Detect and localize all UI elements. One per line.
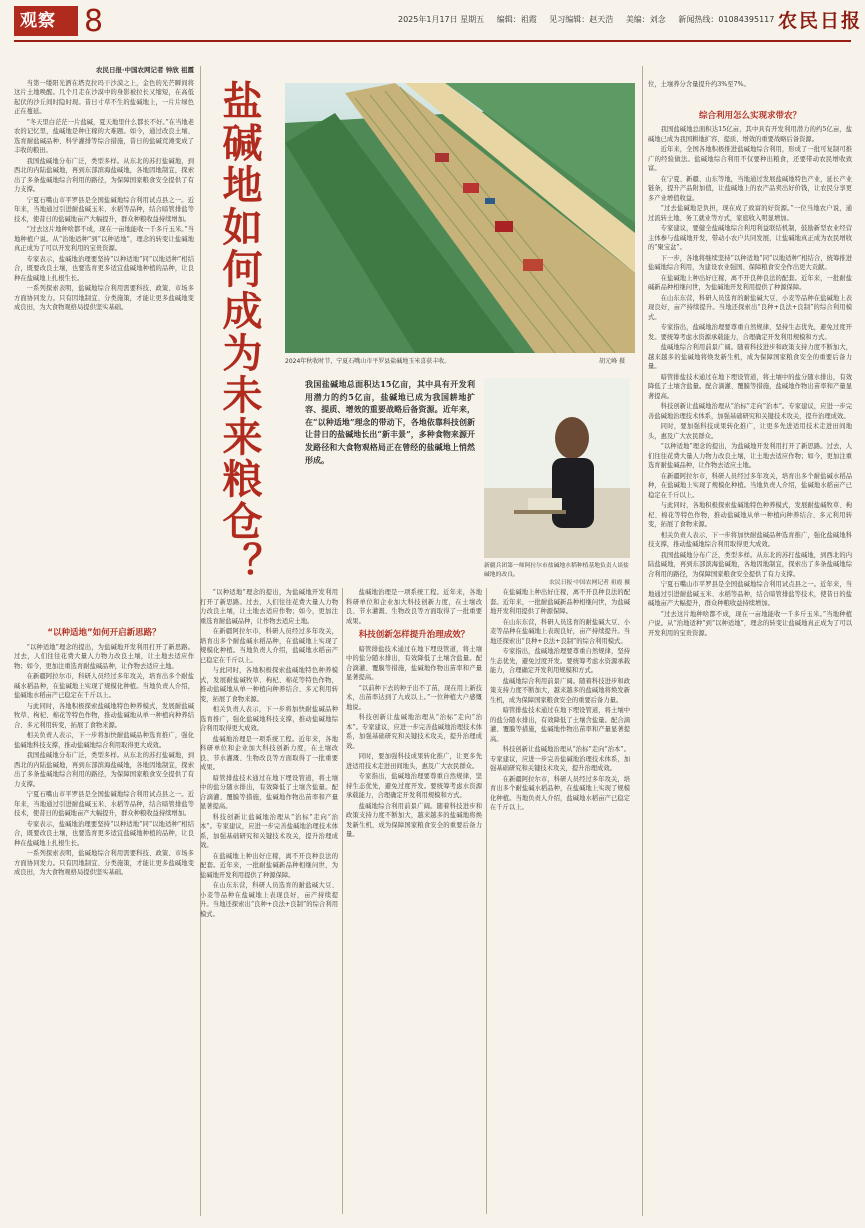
column-divider [342,588,343,1214]
paragraph: 盐碱地治理是一项系统工程。近年来，各地科研单位和企业加大科技创新力度，在土壤改良、节水灌溉、生物改良等方面取得了一批重要成果。 [346,589,482,625]
paragraph: 宁夏石嘴山市平罗县是全国盐碱地综合利用试点县之一。近年来，当地通过引进耐盐碱玉米、水稻等品种，结合暗管排盐等技术，使昔日的盐碱地亩产大幅提升，群众种粮收益持续增加。 [14,791,194,817]
paragraph: 与此同时，各地积极探索盐碱地特色种养模式，发展耐盐碱牧草、枸杞、棉花等特色作物，推动盐碱地从单一种植向种养结合、多元利用转变，拓展了食物来源。 [14,702,194,729]
paragraph: 科技创新让盐碱地治理从“治标”走向“治本”。专家建议，应进一步完善盐碱地治理技术体系，加强基础研究和关键技术攻关，提升治理成效。 [648,403,852,420]
editor: 编辑：祖霞 [496,15,537,24]
issue-date: 2025年1月17日 星期五 [398,15,485,24]
paragraph: 当第一缕阳光洒在塔克拉玛干沙漠之上，金色的光芒瞬间将这片土地唤醒。几个月走在沙漠中的身影被拉长又缩短，在高低起伏的沙丘间时隐时现。昔日寸草不生的盐碱地上，一片片绿色正在蔓延。 [14,79,194,115]
column-2 [200,588,338,1214]
paragraph: 在盐碱地上种出好庄稼，离不开良种良法的配套。近年来，一批耐盐碱新品种相继问世，为盐碱地开发利用提供了种源保障。 [648,274,852,291]
paragraph: 一系列探索表明，盐碱地综合利用需要科技、政策、市场多方面协同发力。只有因地制宜、分类施策，才能让更多盐碱地变成良田，为大食物观格局提供坚实基础。 [14,285,194,311]
paragraph: 相关负责人表示，下一步将加快耐盐碱品种选育推广，强化盐碱地科技支撑，推动盐碱地综合利用取得更大成效。 [648,531,852,548]
paragraph: 在新疆阿拉尔市，科研人员经过多年攻关，培育出多个耐盐碱水稻品种，在盐碱地上实现了规模化种植。当地负责人介绍，盐碱地水稻亩产已稳定在千斤以上。 [14,673,194,699]
paragraph: 在新疆阿拉尔市，科研人员经过多年攻关，培育出多个耐盐碱水稻品种，在盐碱地上实现了规模化种植。当地负责人介绍，盐碱地水稻亩产已稳定在千斤以上。 [200,628,338,664]
farmer-portrait-photo [484,378,630,558]
paragraph: 专家指出，盐碱地治理要尊重自然规律，坚持生态优先，避免过度开发。要统筹考虑水资源承载能力，合理确定开发利用规模和方式。 [346,773,482,799]
paragraph: 科技创新让盐碱地治理从“治标”走向“治本”。专家建议，应进一步完善盐碱地治理技术体系，加强基础研究和关键技术攻关，提升治理成效。 [200,813,338,849]
column-3 [346,588,482,1214]
paragraph: “过去这片地种啥都不成，现在一亩地能收一千多斤玉米。”当地种植户说。从“治地适种”到“以种适地”，理念的转变让盐碱地真正成为了可以开发利用的宝贵资源。 [648,610,852,637]
paragraph: “过去这片地种啥都不成，现在一亩地能收一千多斤玉米。”当地种植户说。从“治地适种”到“以种适地”，理念的转变让盐碱地真正成为了可以开发利用的宝贵资源。 [14,226,194,252]
intern-editor: 见习编辑：赵天浩 [549,15,614,24]
harvest-field-illustration [285,83,635,353]
paragraph: 我国盐碱地分布广泛，类型多样。从东北的苏打盐碱地，到西北的内陆盐碱地，再到东部滨海盐碱地，各地因地制宜，探索出了多条盐碱地综合利用的路径，为保障国家粮食安全提供了有力支撑。 [14,157,194,193]
cornfield-harvest-photo [285,83,635,353]
paragraph: 与此同时，各地积极探索盐碱地特色种养模式，发展耐盐碱牧草、枸杞、棉花等特色作物，推动盐碱地从单一种植向种养结合、多元利用转变，拓展了食物来源。 [200,667,338,703]
paragraph: 在山东东营，科研人员选育的耐盐碱大豆、小麦等品种在盐碱地上表现良好，亩产持续提升。当地还探索出“良种+良法+良制”的综合利用模式。 [648,294,852,321]
paragraph: 近年来，全国各地积极推进盐碱地综合利用，形成了一批可复制可推广的经验做法。盐碱地综合利用不仅要种出粮食，还要带动农民增收致富。 [648,146,852,172]
article-lead: 我国盐碱地总面积达15亿亩，其中具有开发利用潜力的约5亿亩，盐碱地已成为我国耕地扩容、提质、增效的重要战略后备资源。近年来，在“以种适地”理念的带动下，各地依靠科技创新让昔日的盐碱地长出“新丰景”，多种食物来源开发路径和大食物观格局正在曾经的盐碱地上悄然形成。 [305,379,475,465]
article-byline: 农民日报·中国农网记者 钟欣 祖霞 [96,66,194,74]
section-badge: 观察 [14,6,78,36]
paragraph: 在山东东营，科研人员选育的耐盐碱大豆、小麦等品种在盐碱地上表现良好，亩产持续提升。当地还探索出“良种+良法+良制”的综合利用模式。 [490,618,630,645]
paragraph: 我国盐碱地分布广泛，类型多样。从东北的苏打盐碱地，到西北的内陆盐碱地，再到东部滨海盐碱地，各地因地制宜，探索出了多条盐碱地综合利用的路径，为保障国家粮食安全提供了有力支撑。 [14,752,194,788]
paragraph: 盐碱地综合利用前景广阔。随着科技进步和政策支持力度不断加大，越来越多的盐碱地将焕发新生机，成为保障国家粮食安全的重要后备力量。 [648,344,852,370]
paragraph: 盐碱地综合利用前景广阔。随着科技进步和政策支持力度不断加大，越来越多的盐碱地将焕发新生机，成为保障国家粮食安全的重要后备力量。 [346,802,482,838]
paragraph: 在山东东营，科研人员选育的耐盐碱大豆、小麦等品种在盐碱地上表现良好，亩产持续提升。当地还探索出“良种+良法+良制”的综合利用模式。 [200,882,338,918]
photo1-caption-text: 2024年秋收时节，宁夏石嘴山市平罗县盐碱地玉米喜获丰收。 [285,358,451,365]
paragraph: 位，土壤养分含量提升约3%至7%。 [648,81,750,88]
paragraph: 专家指出，盐碱地治理要尊重自然规律，坚持生态优先，避免过度开发。要统筹考虑水资源承载能力，合理确定开发利用规模和方式。 [490,648,630,674]
header-rule [14,40,851,42]
paragraph: 下一步，各地将继续坚持“以种适地”同“以地适种”相结合，统筹推进盐碱地综合利用，为建设农业强国、保障粮食安全作出更大贡献。 [648,254,852,271]
column-4 [490,588,630,1214]
paragraph: 专家表示，盐碱地治理要坚持“以种适地”同“以地适种”相结合，既要改良土壤，也要选育更多适宜盐碱地种植的品种，让良种在盐碱地上扎根生长。 [14,820,194,847]
news-hotline: 新闻热线：01084395117 [678,15,775,24]
newspaper-logo: 农民日报 [778,10,863,32]
paragraph: 在盐碱地上种出好庄稼，离不开良种良法的配套。近年来，一批耐盐碱新品种相继问世，为盐碱地开发利用提供了种源保障。 [200,852,338,879]
paragraph: 与此同时，各地积极探索盐碱地特色种养模式，发展耐盐碱牧草、枸杞、棉花等特色作物，推动盐碱地从单一种植向种养结合、多元利用转变，拓展了食物来源。 [648,502,852,528]
page-number: 8 [84,4,104,39]
paragraph: 专家指出，盐碱地治理要尊重自然规律，坚持生态优先，避免过度开发。要统筹考虑水资源承载能力，合理确定开发利用规模和方式。 [648,324,852,341]
paragraph: 宁夏石嘴山市平罗县是全国盐碱地综合利用试点县之一。近年来，当地通过引进耐盐碱玉米、水稻等品种，结合暗管排盐等技术，使昔日的盐碱地亩产大幅提升，群众种粮收益持续增加。 [648,581,852,607]
paragraph: 我国盐碱地分布广泛，类型多样。从东北的苏打盐碱地，到西北的内陆盐碱地，再到东部滨海盐碱地，各地因地制宜，探索出了多条盐碱地综合利用的路径，为保障国家粮食安全提供了有力支撑。 [648,551,852,578]
photo2-caption [484,562,630,588]
section-heading-3: 综合利用怎么实现求带农？ [698,110,801,121]
paragraph: 在宁夏、新疆、山东等地，当地通过发展盐碱地特色产业，延长产业链条，提升产品附加值，让盐碱地上的农产品卖出好价钱，让农民分享更多产业增值收益。 [648,175,852,202]
paragraph: 在盐碱地上种出好庄稼，离不开良种良法的配套。近年来，一批耐盐碱新品种相继问世，为盐碱地开发利用提供了种源保障。 [490,589,630,615]
photo2-credit: 农民日报·中国农网记者 祖霞 摄 [549,580,630,586]
paragraph: “冬天里白茫茫一片盐碱，夏天地里什么都长不好。”在当地老农的记忆里，盐碱地是种庄稼的大难题。如今，通过改良土壤、选育耐盐碱品种、科学灌排等综合措施，昔日的盐碱荒滩变成了丰收的粮田。 [14,118,194,154]
article-headline: 盐碱地如何成为未来粮仓？ [216,80,262,584]
paragraph: “过去盐碱地是负担，现在成了致富的好资源。”一位当地农户说，通过流转土地、务工就业等方式，家庭收入明显增加。 [648,205,852,222]
paragraph: “以种适地”理念的提出，为盐碱地开发利用打开了新思路。过去，人们往往花费大量人力物力改良土壤，让土地去适应作物；如今，更加注重选育耐盐碱品种，让作物去适应土地。 [200,589,338,625]
paragraph: 暗管排盐技术通过在地下埋设管道，将土壤中的盐分随水排出，有效降低了土壤含盐量。配合滴灌、覆膜等措施，盐碱地作物出苗率和产量显著提高。 [490,707,630,743]
section-heading-2: 科技创新怎样提升治理成效？ [358,630,470,640]
section-heading-1: “以种适地”如何开启新思路？ [47,628,161,638]
page-header [0,0,865,40]
paragraph: “以种适地”理念的提出，为盐碱地开发利用打开了新思路。过去，人们往往花费大量人力物力改良土壤，让土地去适应作物；如今，更加注重选育耐盐碱品种，让作物去适应土地。 [14,643,194,670]
paragraph: 同时，要加强科技成果转化推广，让更多先进适用技术走进田间地头，惠及广大农民群众。 [648,423,852,440]
photo1-caption [285,356,635,365]
designer: 美编：刘念 [625,15,666,24]
paragraph: 专家表示，盐碱地治理要坚持“以种适地”同“以地适种”相结合，既要改良土壤，也要选育更多适宜盐碱地种植的品种，让良种在盐碱地上扎根生长。 [14,255,194,282]
paragraph: “以前种下去的种子出不了苗，现在用上新技术，出苗率达到了九成以上。”一位种植大户感慨地说。 [346,684,482,711]
paragraph: 暗管排盐技术通过在地下埋设管道，将土壤中的盐分随水排出，有效降低了土壤含盐量。配合滴灌、覆膜等措施，盐碱地作物出苗率和产量显著提高。 [346,645,482,681]
header-meta [398,14,784,25]
column-1 [14,66,194,626]
paragraph: 同时，要加强科技成果转化推广，让更多先进适用技术走进田间地头，惠及广大农民群众。 [346,753,482,770]
paragraph: 科技创新让盐碱地治理从“治标”走向“治本”。专家建议，应进一步完善盐碱地治理技术体系，加强基础研究和关键技术攻关，提升治理成效。 [490,746,630,772]
paragraph: 盐碱地治理是一项系统工程。近年来，各地科研单位和企业加大科技创新力度，在土壤改良、节水灌溉、生物改良等方面取得了一批重要成果。 [200,735,338,771]
farmer-illustration [484,378,630,558]
paragraph: 相关负责人表示，下一步将加快耐盐碱品种选育推广，强化盐碱地科技支撑，推动盐碱地综合利用取得更大成效。 [14,732,194,749]
paragraph: 暗管排盐技术通过在地下埋设管道，将土壤中的盐分随水排出，有效降低了土壤含盐量。配合滴灌、覆膜等措施，盐碱地作物出苗率和产量显著提高。 [648,373,852,400]
paragraph: “以种适地”理念的提出，为盐碱地开发利用打开了新思路。过去，人们往往花费大量人力物力改良土壤，让土地去适应作物；如今，更加注重选育耐盐碱品种，让作物去适应土地。 [648,443,852,469]
column-divider [642,66,643,1216]
paragraph: 我国盐碱地总面积达15亿亩，其中具有开发利用潜力的约5亿亩，盐碱地已成为我国耕地扩容、提质、增效的重要战略后备资源。 [648,126,852,143]
paragraph: 在新疆阿拉尔市，科研人员经过多年攻关，培育出多个耐盐碱水稻品种，在盐碱地上实现了规模化种植。当地负责人介绍，盐碱地水稻亩产已稳定在千斤以上。 [648,472,852,499]
column-5 [648,80,852,1214]
column-1-lower [14,624,194,1214]
paragraph: 专家建议，要健全盐碱地综合利用利益联结机制，鼓励新型农业经营主体参与盐碱地开发，带动小农户共同发展，让盐碱地真正成为农民增收的“聚宝盆”。 [648,225,852,251]
paragraph: 科技创新让盐碱地治理从“治标”走向“治本”。专家建议，应进一步完善盐碱地治理技术体系，加强基础研究和关键技术攻关，提升治理成效。 [346,714,482,750]
photo2-caption-text: 新疆兵团第一师阿拉尔市盐碱地水稻种植基地负责人谈盐碱地的改良。 [484,563,629,578]
paragraph: 一系列探索表明，盐碱地综合利用需要科技、政策、市场多方面协同发力。只有因地制宜、分类施策，才能让更多盐碱地变成良田，为大食物观格局提供坚实基础。 [14,850,194,876]
paragraph: 暗管排盐技术通过在地下埋设管道，将土壤中的盐分随水排出，有效降低了土壤含盐量。配合滴灌、覆膜等措施，盐碱地作物出苗率和产量显著提高。 [200,774,338,810]
column-divider [486,588,487,1214]
photo1-credit: 胡元峰 摄 [599,358,625,365]
paragraph: 在新疆阿拉尔市，科研人员经过多年攻关，培育出多个耐盐碱水稻品种，在盐碱地上实现了规模化种植。当地负责人介绍，盐碱地水稻亩产已稳定在千斤以上。 [490,775,630,811]
paragraph: 宁夏石嘴山市平罗县是全国盐碱地综合利用试点县之一。近年来，当地通过引进耐盐碱玉米、水稻等品种，结合暗管排盐等技术，使昔日的盐碱地亩产大幅提升，群众种粮收益持续增加。 [14,196,194,223]
paragraph: 盐碱地综合利用前景广阔。随着科技进步和政策支持力度不断加大，越来越多的盐碱地将焕发新生机，成为保障国家粮食安全的重要后备力量。 [490,677,630,704]
paragraph: 相关负责人表示，下一步将加快耐盐碱品种选育推广，强化盐碱地科技支撑，推动盐碱地综合利用取得更大成效。 [200,706,338,732]
